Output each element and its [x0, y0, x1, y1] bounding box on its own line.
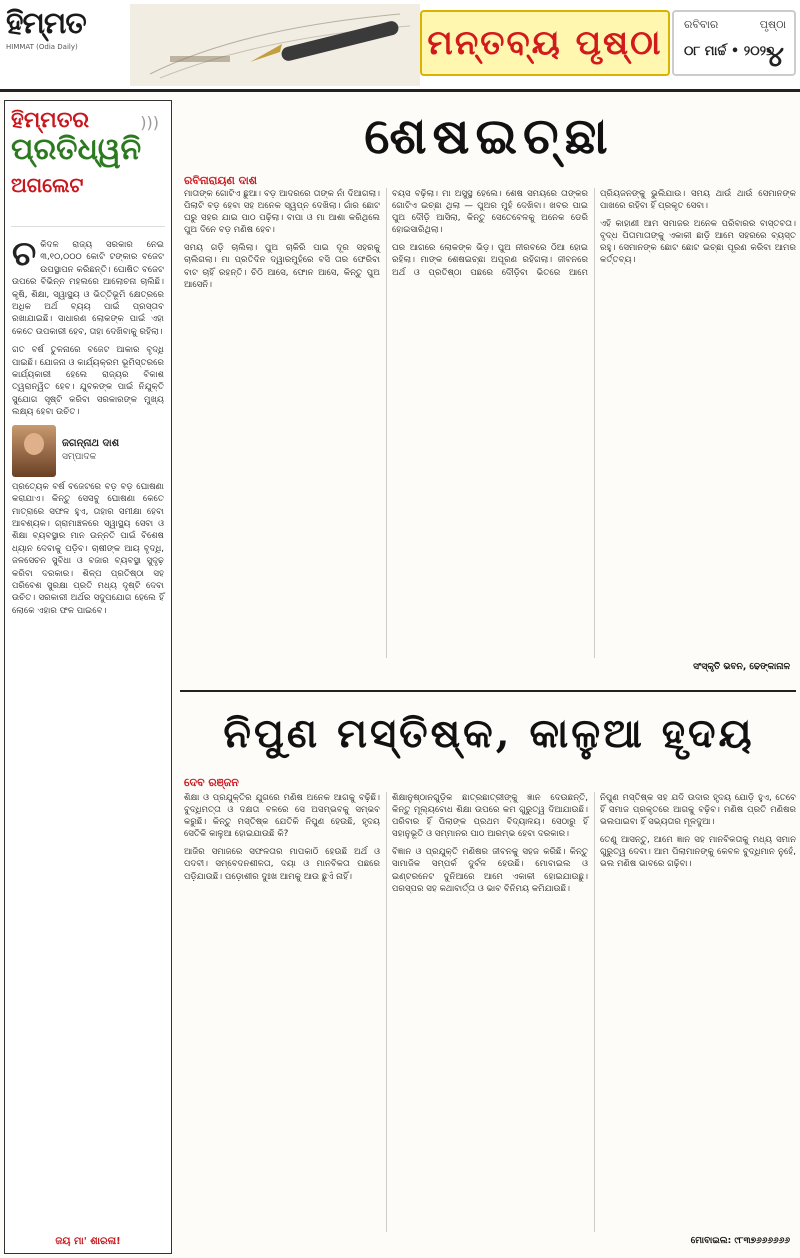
section-divider — [180, 690, 796, 692]
masthead — [0, 0, 800, 92]
column-brand — [11, 107, 165, 227]
column-body — [5, 233, 171, 629]
article2-signature: ମୋବାଇଲ: ୯୮୩୭୬୬୬୬୬୬ — [690, 1236, 790, 1246]
column-paragraph — [12, 234, 164, 338]
article1-para: ବୟସ ବଢ଼ିଲା। ମା ଅସୁସ୍ଥ ହେଲେ। ଶେଷ ସମୟରେ ତାଙ୍କର ଗୋଟିଏ ଇଚ୍ଛା ଥିଲା — ପୁଅର ମୁହଁ ଦେଖିବା। ଖବର ପାଇ ପୁଅ ଦୌଡ଼ି ଆସିଲା, କିନ୍ତୁ ସେତେବେଳକୁ ଅନେକ ଡେରି ହୋଇସାରିଥିଲା। — [392, 189, 588, 236]
editorial-column — [4, 100, 172, 1254]
column-footer: ଜୟ ମା' ଶାରଳା! — [55, 1236, 121, 1247]
article2-byline: ଦେବ ରଞ୍ଜନ — [184, 776, 239, 789]
article2-title: ନିପୁଣ ମସ୍ତିଷ୍କ, କାଳୁଆ ହୃଦୟ — [223, 709, 755, 757]
dropcap: ଚ — [12, 234, 37, 274]
column-text-2: ଗତ ବର୍ଷ ତୁଳନାରେ ବଜେଟ ଆକାର ବୃଦ୍ଧି ପାଇଛି। ଯୋଜନା ଓ କାର୍ଯ୍ୟକ୍ରମ ଭୂମିସ୍ତରରେ କାର୍ଯ୍ୟକାରୀ ହେଲେ ରାଜ୍ୟର ବିକାଶ ତ୍ୱରାନ୍ୱିତ ହେବ। ଯୁବକଙ୍କ ପାଇଁ ନିଯୁକ୍ତି ସୁଯୋଗ ସୃଷ୍ଟି କରିବା ସରକାରଙ୍କ ମୁଖ୍ୟ ଲକ୍ଷ୍ୟ ହେବା ଉଚିତ। — [12, 345, 164, 418]
date-box — [672, 10, 796, 76]
article2-para: ଶିକ୍ଷାନୁଷ୍ଠାନଗୁଡ଼ିକ ଛାତ୍ରଛାତ୍ରୀଙ୍କୁ ଜ୍ଞାନ ଦେଉଛନ୍ତି, କିନ୍ତୁ ମୂଲ୍ୟବୋଧ ଶିକ୍ଷା ଉପରେ କମ ଗୁରୁତ୍ୱ ଦିଆଯାଉଛି। ପରିବାର ହିଁ ପିଲାଙ୍କ ପ୍ରଥମ ବିଦ୍ୟାଳୟ। ସେଠାରୁ ହିଁ ସହାନୁଭୂତି ଓ ସମ୍ମାନର ପାଠ ଆରମ୍ଭ ହେବା ଦରକାର। — [392, 793, 588, 840]
brand-line-2: ପ୍ରତିଧ୍ୱନି — [11, 132, 142, 167]
logo-subtitle: HIMMAT (Odia Daily) — [6, 43, 78, 51]
article2-para: ବିଜ୍ଞାନ ଓ ପ୍ରଯୁକ୍ତି ମଣିଷର ଜୀବନକୁ ସହଜ କରିଛି। କିନ୍ତୁ ସାମାଜିକ ସମ୍ପର୍କ ଦୁର୍ବଳ ହେଉଛି। ମୋବାଇଲ ଓ ଇଣ୍ଟରନେଟ ଦୁନିଆରେ ଆମେ ଏକାକୀ ହୋଇଯାଉଛୁ। ପରସ୍ପର ସହ କଥାବାର୍ତ୍ତା ଓ ଭାବ ବିନିମୟ କମିଯାଉଛି। — [392, 847, 588, 894]
article2-para: ତେଣୁ ଆସନ୍ତୁ, ଆମେ ଜ୍ଞାନ ସହ ମାନବିକତାକୁ ମଧ୍ୟ ସମାନ ଗୁରୁତ୍ୱ ଦେବା। ଆମ ପିଲାମାନଙ୍କୁ କେବଳ ବୁଦ୍ଧିମାନ ନୁହେଁ, ଭଲ ମଣିଷ ଭାବରେ ଗଢ଼ିବା। — [600, 835, 796, 870]
fountain-pen-icon — [130, 4, 420, 86]
article2-para: ନିପୁଣ ମସ୍ତିଷ୍କ ସହ ଯଦି ଉଦାର ହୃଦୟ ଯୋଡ଼ି ହୁଏ, ତେବେ ହିଁ ସମାଜ ପ୍ରକୃତରେ ଆଗକୁ ବଢ଼ିବ। ମଣିଷ ପ୍ରତି ମଣିଷର ଭଲପାଇବା ହିଁ ସଭ୍ୟତାର ମୂଳଦୁଆ। — [600, 793, 796, 828]
article1-para: ଏହି କାହାଣୀ ଆମ ସମାଜର ଅନେକ ପରିବାରର ବାସ୍ତବତା। ବୃଦ୍ଧ ପିତାମାତାଙ୍କୁ ଏକାକୀ ଛାଡ଼ି ଆମେ ସହରରେ ବ୍ୟସ୍ତ ରହୁ। ସେମାନଙ୍କ ଛୋଟ ଛୋଟ ଇଚ୍ଛା ପୂରଣ କରିବା ଆମର କର୍ତ୍ତବ୍ୟ। — [600, 219, 796, 266]
newspaper-logo[interactable] — [6, 6, 126, 86]
column-text-3: ପ୍ରତ୍ୟେକ ବର୍ଷ ବଜେଟରେ ବଡ଼ ବଡ଼ ଘୋଷଣା କରାଯାଏ। କିନ୍ତୁ ସେସବୁ ଘୋଷଣା କେତେ ମାତ୍ରାରେ ସଫଳ ହୁଏ, ତାହାର ସମୀକ୍ଷା ହେବା ଆବଶ୍ୟକ। ଗ୍ରାମାଞ୍ଚଳରେ ସ୍ୱାସ୍ଥ୍ୟ ସେବା ଓ ଶିକ୍ଷା ବ୍ୟବସ୍ଥାର ମାନ ଉନ୍ନତି ପାଇଁ ବିଶେଷ ଧ୍ୟାନ ଦେବାକୁ ପଡ଼ିବ। ଚାଷୀଙ୍କ ଆୟ ବୃଦ୍ଧି, ଜଳସେଚନ ସୁବିଧା ଓ ବଜାର ବ୍ୟବସ୍ଥା ସୁଦୃଢ଼ କରିବା ଦରକାର। ଶିଳ୍ପ ପ୍ରତିଷ୍ଠା ସହ ପରିବେଶ ସୁରକ୍ଷା ପ୍ରତି ମଧ୍ୟ ଦୃଷ୍ଟି ଦେବା ଉଚିତ। ସରକାରୀ ଅର୍ଥର ସଦୁପଯୋଗ ହେଲେ ହିଁ ଲୋକେ ଏହାର ଫଳ ପାଇବେ। — [12, 481, 164, 616]
day-label: ରବିବାର — [684, 18, 719, 31]
article2-para: ଆଜିର ସମାଜରେ ସଫଳତାର ମାପକାଠି ହେଉଛି ଅର୍ଥ ଓ ପଦବୀ। ସମ୍ବେଦନଶୀଳତା, ଦୟା ଓ ମାନବିକତା ପଛରେ ପଡ଼ିଯାଉଛି। ପଡ଼ୋଶୀର ଦୁଃଖ ଆମକୁ ଆଉ ଛୁଏଁ ନାହିଁ। — [184, 847, 380, 882]
author-role: ସମ୍ପାଦକ — [62, 451, 97, 462]
author-photo — [12, 425, 56, 477]
brand-line-3: ଅଗଲେଟ — [11, 173, 84, 197]
column-text-1: କିଦଳ ରାଜ୍ୟ ସରକାର ନେଇ ୩,୧୦,୦୦୦ କୋଟି ଟଙ୍କାର ବଜେଟ ଉପସ୍ଥାପନ କରିଛନ୍ତି। ଘୋଷିତ ବଜେଟ ଉପରେ ବିଭିନ୍ନ ମହଲରେ ଆଲୋଚନା ଚାଲିଛି। କୃଷି, ଶିକ୍ଷା, ସ୍ୱାସ୍ଥ୍ୟ ଓ ଭିତ୍ତିଭୂମି କ୍ଷେତ୍ରରେ ଅଧିକ ଅର୍ଥ ବ୍ୟୟ ପାଇଁ ପ୍ରସ୍ତାବ ରଖାଯାଇଛି। ସାଧାରଣ ଲୋକଙ୍କ ପାଇଁ ଏହା କେତେ ଉପକାରୀ ହେବ, ତାହା ଦେଖିବାକୁ ରହିଲା। — [12, 240, 164, 337]
article2-body — [184, 792, 796, 1232]
article1-byline: ରବିନାରାୟଣ ଦାଶ — [184, 174, 257, 187]
author-name: ଜଗନ୍ନାଥ ଦାଶ — [62, 438, 120, 450]
author-card — [12, 425, 164, 477]
article1-para: ସମୟ ଗଡ଼ି ଚାଲିଲା। ପୁଅ ଚାକିରି ପାଇ ଦୂର ସହରକୁ ଚାଲିଗଲା। ମା ପ୍ରତିଦିନ ଦ୍ୱାରମୁହଁରେ ବସି ତାର ଫେରିବା ବାଟ ଚାହିଁ ରହନ୍ତି। ଚିଠି ଆସେ, ଫୋନ ଆସେ, କିନ୍ତୁ ପୁଅ ଆସେନି। — [184, 243, 380, 290]
brand-line-1: ହିମ୍ମତର — [11, 107, 90, 133]
article2-para: ଶିକ୍ଷା ଓ ପ୍ରଯୁକ୍ତିର ଯୁଗରେ ମଣିଷ ଅନେକ ଆଗକୁ ବଢ଼ିଛି। ବୁଦ୍ଧିମତ୍ତା ଓ ଦକ୍ଷତା ବଳରେ ସେ ଅସମ୍ଭବକୁ ସମ୍ଭବ କରୁଛି। କିନ୍ତୁ ମସ୍ତିଷ୍କ ଯେତିକି ନିପୁଣ ହେଉଛି, ହୃଦୟ ସେତିକି କାଳୁଆ ହୋଇଯାଉଛି କି? — [184, 793, 380, 840]
article1-signature: ସଂସ୍କୃତି ଭବନ, ଢେଙ୍କାନାଳ — [693, 662, 790, 672]
date-text: ୦୮ ମାର୍ଚ୍ଚ • ୨୦୨୬ — [684, 44, 775, 59]
article1-para: ଘର ଆଗରେ ଲୋକଙ୍କ ଭିଡ଼। ପୁଅ ନୀରବରେ ଠିଆ ହୋଇ ରହିଲା। ମାଙ୍କ ଶେଷଇଚ୍ଛା ଅପୂରଣ ରହିଗଲା। ଜୀବନରେ ଅର୍ଥ ଓ ପ୍ରତିଷ୍ଠା ପଛରେ ଦୌଡ଼ିବା ଭିତରେ ଆମେ ପ୍ରିୟଜନଙ୍କୁ ଭୁଲିଯାଉ। ସମୟ ଥାଉଁ ଥାଉଁ ସେମାନଙ୍କ ପାଖରେ ରହିବା ହିଁ ପ୍ରକୃତ ସେବା। — [392, 189, 796, 278]
article1-body — [184, 188, 796, 658]
page-number: ୪ — [766, 40, 784, 73]
article1-title: ଶେଷଇଚ୍ଛା — [364, 106, 614, 165]
logo-text: ହିମ୍ମତ — [6, 6, 86, 41]
article1-para: ମାତାଙ୍କ ଗୋଟିଏ ଛୁଆ। ବଡ଼ ଆଦରରେ ତାଙ୍କ ନାଁ ଦିଆଗଲା। ପିଲାଟି ବଡ଼ ହେବା ସହ ଅନେକ ସ୍ୱପ୍ନ ଦେଖିଲା। ଗାଁର ଛୋଟ ଘରୁ ସହର ଯାଇ ପାଠ ପଢ଼ିଲା। ବାପା ଓ ମା ଆଶା କରିଥିଲେ ପୁଅ ଦିନେ ବଡ଼ ମଣିଷ ହେବ। — [184, 189, 380, 236]
broadcast-icon: ))) — [140, 113, 159, 132]
page-label: ପୃଷ୍ଠା — [759, 18, 786, 31]
section-title: ମନ୍ତବ୍ୟ ପୃଷ୍ଠା — [420, 10, 670, 76]
